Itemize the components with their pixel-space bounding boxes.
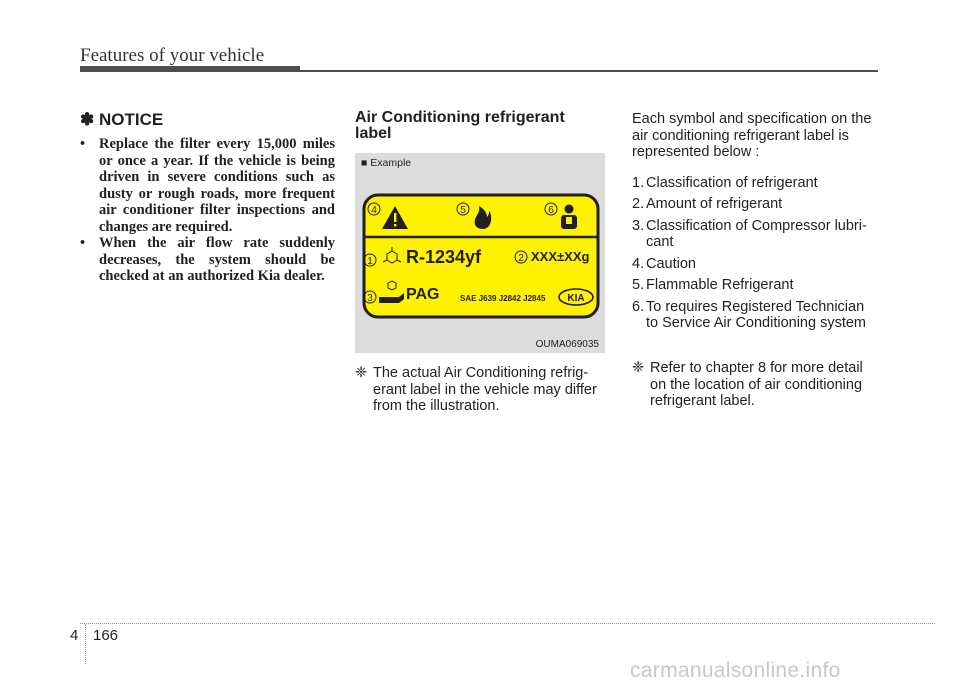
list-text: To requires Registered Technician to Service Air Conditioning system [646, 298, 867, 331]
list-text: Classification of refrigerant [646, 174, 818, 191]
page-number: 166 [93, 627, 119, 644]
refrigerant-label-figure [355, 153, 605, 353]
footer-rule [80, 623, 935, 624]
list-text: Classification of Compressor lubri-cant [646, 217, 867, 250]
page-header-title: Features of your vehicle [80, 45, 265, 66]
refrigerant-label-illustration [355, 153, 605, 353]
example-tag: ■ Example [361, 157, 412, 169]
label-note-text: The actual Air Conditioning refrig-erant label in the vehicle may differ from the illustration. [373, 365, 597, 414]
note-mark-icon: ❈ [355, 365, 368, 381]
notice-item-text: Replace the filter every 15,000 miles or once a year. If the vehicle is being driven in severe conditions such as dusty or rough roads, more frequent air conditioner filter inspections and changes are required. [99, 136, 335, 235]
notice-title: ✽ NOTICE [80, 110, 164, 129]
list-item [632, 299, 878, 332]
notice-item [80, 235, 335, 285]
notice-item [80, 136, 335, 235]
refrigerant-type: R-1234yf [406, 247, 482, 267]
refrigerant-amount: XXX±XXg [531, 249, 590, 264]
header-rule-thick [80, 66, 300, 72]
bullet-icon: • [80, 235, 86, 251]
list-item [632, 175, 878, 192]
list-item [632, 277, 878, 294]
list-item [632, 196, 878, 213]
label-note [355, 365, 605, 415]
list-text: Amount of refrigerant [646, 196, 783, 212]
marker-3: 3 [367, 293, 373, 304]
note-mark-icon: ❈ [632, 360, 645, 376]
marker-2: 2 [518, 253, 524, 264]
chapter-number: 4 [70, 627, 79, 644]
list-item [632, 256, 878, 273]
marker-1: 1 [367, 256, 373, 267]
notice-item-text: When the air flow rate suddenly decreases, the system should be checked at an authorized Kia dealer. [99, 235, 335, 284]
symbols-intro: Each symbol and specification on the air conditioning refrigerant label is represented below : [632, 111, 872, 160]
list-number: 3. [632, 217, 645, 234]
list-text: Caution [646, 255, 696, 272]
list-number: 2. [632, 196, 645, 212]
section-title: Air Conditioning refrigerant label [355, 109, 565, 142]
label-section [355, 110, 605, 142]
notice-list [80, 136, 335, 285]
list-number: 4. [632, 255, 645, 272]
marker-6: 6 [548, 205, 554, 216]
image-code: OUMA069035 [535, 339, 599, 350]
sae-standards: SAE J639 J2842 J2845 [460, 294, 546, 303]
lubricant-type: PAG [406, 286, 440, 303]
location-note-text: Refer to chapter 8 for more detail on the location of air conditioning refrigerant label. [650, 360, 863, 409]
notice-block [80, 110, 335, 285]
location-note [632, 360, 878, 410]
symbols-section [632, 111, 878, 337]
footer-divider [85, 624, 86, 664]
list-number: 6. [632, 298, 645, 315]
marker-5: 5 [460, 205, 466, 216]
marker-4: 4 [371, 205, 377, 216]
kia-logo-text: KIA [567, 293, 585, 304]
symbols-list [632, 175, 878, 332]
list-text: Flammable Refrigerant [646, 277, 794, 293]
watermark: carmanualsonline.info [630, 659, 841, 682]
list-item [632, 218, 878, 251]
header-rule-thin [300, 70, 878, 72]
bullet-icon: • [80, 136, 86, 152]
list-number: 1. [632, 174, 645, 191]
list-number: 5. [632, 277, 645, 293]
